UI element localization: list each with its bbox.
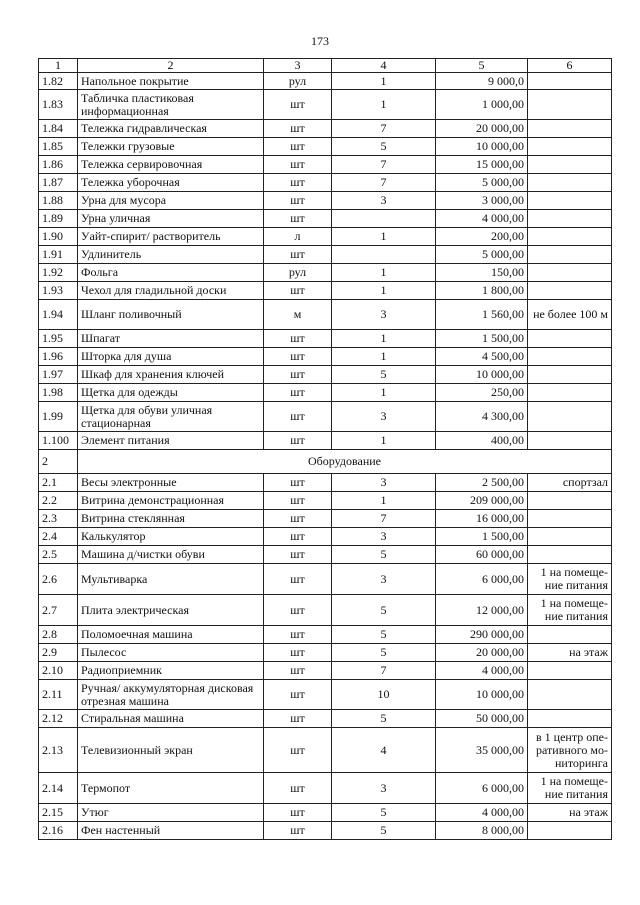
note-cell	[528, 210, 612, 228]
quantity-cell: 5	[332, 546, 436, 564]
price-cell: 10 000,00	[436, 366, 528, 384]
price-cell: 15 000,00	[436, 156, 528, 174]
unit-cell: шт	[264, 474, 332, 492]
row-number-cell: 2.7	[39, 595, 78, 626]
header-cell: 4	[332, 59, 436, 73]
item-name-cell: Урна уличная	[78, 210, 264, 228]
price-cell: 200,00	[436, 228, 528, 246]
quantity-cell: 1	[332, 90, 436, 120]
item-name-cell: Тележка гидравлическая	[78, 120, 264, 138]
item-name-cell: Телевизионный экран	[78, 728, 264, 773]
table-row	[39, 73, 612, 90]
header-cell: 1	[39, 59, 78, 73]
item-name-cell: Весы электронные	[78, 474, 264, 492]
note-cell: 1 на помеще- ние питания	[528, 773, 612, 804]
quantity-cell: 1	[332, 228, 436, 246]
note-cell	[528, 228, 612, 246]
unit-cell: шт	[264, 402, 332, 432]
item-name-cell: Щетка для обуви уличная стационарная	[78, 402, 264, 432]
row-number-cell: 2.16	[39, 822, 78, 840]
unit-cell: шт	[264, 492, 332, 510]
item-name-cell: Удлинитель	[78, 246, 264, 264]
unit-cell: м	[264, 300, 332, 330]
row-number-cell: 1.86	[39, 156, 78, 174]
row-number-cell: 2.6	[39, 564, 78, 595]
quantity-cell: 1	[332, 432, 436, 450]
note-cell	[528, 626, 612, 644]
item-name-cell: Шкаф для хранения ключей	[78, 366, 264, 384]
item-name-cell: Калькулятор	[78, 528, 264, 546]
unit-cell: шт	[264, 120, 332, 138]
item-name-cell: Машина д/чистки обуви	[78, 546, 264, 564]
item-name-cell: Шпагат	[78, 330, 264, 348]
table-row	[39, 546, 612, 564]
unit-cell: шт	[264, 680, 332, 710]
quantity-cell: 3	[332, 564, 436, 595]
price-cell: 3 000,00	[436, 192, 528, 210]
row-number-cell: 2.12	[39, 710, 78, 728]
note-cell	[528, 546, 612, 564]
price-cell: 10 000,00	[436, 138, 528, 156]
quantity-cell: 1	[332, 330, 436, 348]
note-cell	[528, 138, 612, 156]
price-cell: 4 300,00	[436, 402, 528, 432]
table-header-row	[39, 59, 612, 73]
price-cell: 6 000,00	[436, 564, 528, 595]
price-cell: 250,00	[436, 384, 528, 402]
note-cell	[528, 680, 612, 710]
item-name-cell: Фольга	[78, 264, 264, 282]
unit-cell: рул	[264, 73, 332, 90]
price-cell: 400,00	[436, 432, 528, 450]
table-row	[39, 192, 612, 210]
quantity-cell: 3	[332, 402, 436, 432]
table-row	[39, 90, 612, 120]
table-row	[39, 366, 612, 384]
price-cell: 8 000,00	[436, 822, 528, 840]
quantity-cell: 7	[332, 510, 436, 528]
table-row	[39, 644, 612, 662]
table-row	[39, 728, 612, 773]
row-number-cell: 2.3	[39, 510, 78, 528]
table-row	[39, 680, 612, 710]
table-row	[39, 282, 612, 300]
price-cell: 150,00	[436, 264, 528, 282]
unit-cell: шт	[264, 626, 332, 644]
price-cell: 5 000,00	[436, 174, 528, 192]
quantity-cell: 5	[332, 710, 436, 728]
note-cell: на этаж	[528, 804, 612, 822]
price-cell: 1 500,00	[436, 528, 528, 546]
price-cell: 9 000,0	[436, 73, 528, 90]
unit-cell: шт	[264, 384, 332, 402]
item-name-cell: Поломоечная машина	[78, 626, 264, 644]
note-cell	[528, 192, 612, 210]
table-row	[39, 773, 612, 804]
price-cell: 1 560,00	[436, 300, 528, 330]
item-name-cell: Плита электрическая	[78, 595, 264, 626]
note-cell	[528, 156, 612, 174]
unit-cell: рул	[264, 264, 332, 282]
note-cell	[528, 90, 612, 120]
table-row	[39, 246, 612, 264]
price-cell: 209 000,00	[436, 492, 528, 510]
unit-cell: шт	[264, 728, 332, 773]
item-name-cell: Уайт-спирит/ растворитель	[78, 228, 264, 246]
price-cell: 290 000,00	[436, 626, 528, 644]
unit-cell: шт	[264, 528, 332, 546]
table-row	[39, 432, 612, 450]
quantity-cell: 1	[332, 384, 436, 402]
row-number-cell: 1.90	[39, 228, 78, 246]
item-name-cell: Тележки грузовые	[78, 138, 264, 156]
row-number-cell: 1.88	[39, 192, 78, 210]
quantity-cell: 5	[332, 822, 436, 840]
price-cell: 1 800,00	[436, 282, 528, 300]
unit-cell: шт	[264, 595, 332, 626]
price-cell: 12 000,00	[436, 595, 528, 626]
unit-cell: шт	[264, 510, 332, 528]
row-number-cell: 2.9	[39, 644, 78, 662]
item-name-cell: Табличка пластиковая информационная	[78, 90, 264, 120]
row-number-cell: 1.97	[39, 366, 78, 384]
unit-cell: шт	[264, 156, 332, 174]
row-number-cell: 2.2	[39, 492, 78, 510]
note-cell	[528, 282, 612, 300]
row-number-cell: 1.83	[39, 90, 78, 120]
quantity-cell: 3	[332, 773, 436, 804]
item-name-cell: Элемент питания	[78, 432, 264, 450]
item-name-cell: Ручная/ аккумуляторная дисковая отрезная машина	[78, 680, 264, 710]
row-number-cell: 1.85	[39, 138, 78, 156]
table-row	[39, 138, 612, 156]
item-name-cell: Щетка для одежды	[78, 384, 264, 402]
table-row	[39, 210, 612, 228]
unit-cell: шт	[264, 282, 332, 300]
price-cell: 10 000,00	[436, 680, 528, 710]
row-number-cell: 1.87	[39, 174, 78, 192]
note-cell: на этаж	[528, 644, 612, 662]
row-number-cell: 1.100	[39, 432, 78, 450]
quantity-cell: 3	[332, 300, 436, 330]
row-number-cell: 1.91	[39, 246, 78, 264]
quantity-cell: 7	[332, 156, 436, 174]
quantity-cell: 4	[332, 728, 436, 773]
quantity-cell: 5	[332, 366, 436, 384]
row-number-cell: 1.84	[39, 120, 78, 138]
quantity-cell: 1	[332, 348, 436, 366]
table-row	[39, 264, 612, 282]
note-cell	[528, 528, 612, 546]
unit-cell: шт	[264, 330, 332, 348]
price-cell: 35 000,00	[436, 728, 528, 773]
header-cell: 5	[436, 59, 528, 73]
price-cell: 16 000,00	[436, 510, 528, 528]
quantity-cell: 1	[332, 264, 436, 282]
note-cell	[528, 492, 612, 510]
header-cell: 6	[528, 59, 612, 73]
price-cell: 4 500,00	[436, 348, 528, 366]
row-number-cell: 1.82	[39, 73, 78, 90]
item-name-cell: Утюг	[78, 804, 264, 822]
row-number-cell: 2.15	[39, 804, 78, 822]
quantity-cell: 10	[332, 680, 436, 710]
table-row	[39, 174, 612, 192]
table-row	[39, 330, 612, 348]
note-cell	[528, 366, 612, 384]
item-name-cell: Мультиварка	[78, 564, 264, 595]
table-row	[39, 595, 612, 626]
unit-cell: шт	[264, 246, 332, 264]
row-number-cell: 1.89	[39, 210, 78, 228]
note-cell: спортзал	[528, 474, 612, 492]
price-cell: 1 500,00	[436, 330, 528, 348]
quantity-cell: 5	[332, 644, 436, 662]
table-row	[39, 804, 612, 822]
row-number-cell: 1.98	[39, 384, 78, 402]
quantity-cell: 5	[332, 138, 436, 156]
note-cell	[528, 822, 612, 840]
row-number-cell: 2.13	[39, 728, 78, 773]
unit-cell: шт	[264, 804, 332, 822]
note-cell	[528, 174, 612, 192]
quantity-cell: 5	[332, 626, 436, 644]
table-row	[39, 474, 612, 492]
header-cell: 2	[78, 59, 264, 73]
page-number: 173	[311, 34, 329, 48]
table-row	[39, 228, 612, 246]
table-row	[39, 156, 612, 174]
row-number-cell: 2.14	[39, 773, 78, 804]
item-name-cell: Чехол для гладильной доски	[78, 282, 264, 300]
unit-cell: шт	[264, 662, 332, 680]
table-row	[39, 564, 612, 595]
price-cell: 4 000,00	[436, 210, 528, 228]
quantity-cell	[332, 210, 436, 228]
price-cell: 6 000,00	[436, 773, 528, 804]
quantity-cell: 7	[332, 120, 436, 138]
unit-cell: шт	[264, 546, 332, 564]
item-name-cell: Тележка сервировочная	[78, 156, 264, 174]
note-cell: в 1 центр опе- ративного мо- ниторинга	[528, 728, 612, 773]
item-name-cell: Термопот	[78, 773, 264, 804]
unit-cell: шт	[264, 210, 332, 228]
quantity-cell: 5	[332, 804, 436, 822]
row-number-cell: 2.1	[39, 474, 78, 492]
item-name-cell: Шторка для душа	[78, 348, 264, 366]
price-cell: 50 000,00	[436, 710, 528, 728]
header-cell: 3	[264, 59, 332, 73]
unit-cell: шт	[264, 192, 332, 210]
price-cell: 2 500,00	[436, 474, 528, 492]
table-row	[39, 492, 612, 510]
item-name-cell: Фен настенный	[78, 822, 264, 840]
items-table	[38, 58, 612, 840]
unit-cell: шт	[264, 773, 332, 804]
section-title-cell: Оборудование	[78, 450, 612, 474]
item-name-cell: Стиральная машина	[78, 710, 264, 728]
quantity-cell: 1	[332, 492, 436, 510]
table-row	[39, 662, 612, 680]
section-row	[39, 450, 612, 474]
unit-cell: шт	[264, 174, 332, 192]
row-number-cell: 1.95	[39, 330, 78, 348]
row-number-cell: 2.11	[39, 680, 78, 710]
note-cell	[528, 330, 612, 348]
row-number-cell: 1.93	[39, 282, 78, 300]
row-number-cell: 1.94	[39, 300, 78, 330]
quantity-cell: 3	[332, 528, 436, 546]
item-name-cell: Тележка уборочная	[78, 174, 264, 192]
note-cell	[528, 510, 612, 528]
price-cell: 5 000,00	[436, 246, 528, 264]
item-name-cell: Радиоприемник	[78, 662, 264, 680]
unit-cell: шт	[264, 822, 332, 840]
table-row	[39, 384, 612, 402]
note-cell	[528, 402, 612, 432]
unit-cell: шт	[264, 138, 332, 156]
table-row	[39, 528, 612, 546]
quantity-cell: 7	[332, 174, 436, 192]
note-cell	[528, 264, 612, 282]
unit-cell: шт	[264, 366, 332, 384]
quantity-cell: 7	[332, 662, 436, 680]
item-name-cell: Витрина демонстрационная	[78, 492, 264, 510]
table-row	[39, 120, 612, 138]
table-row	[39, 626, 612, 644]
item-name-cell: Пылесос	[78, 644, 264, 662]
quantity-cell: 1	[332, 73, 436, 90]
row-number-cell: 2.10	[39, 662, 78, 680]
unit-cell: шт	[264, 348, 332, 366]
table-row	[39, 300, 612, 330]
table-row	[39, 510, 612, 528]
price-cell: 20 000,00	[436, 644, 528, 662]
quantity-cell: 5	[332, 595, 436, 626]
item-name-cell: Напольное покрытие	[78, 73, 264, 90]
table-row	[39, 402, 612, 432]
row-number-cell: 1.96	[39, 348, 78, 366]
price-cell: 60 000,00	[436, 546, 528, 564]
table-row	[39, 822, 612, 840]
unit-cell: л	[264, 228, 332, 246]
unit-cell: шт	[264, 564, 332, 595]
quantity-cell: 3	[332, 192, 436, 210]
row-number-cell: 2.8	[39, 626, 78, 644]
item-name-cell: Урна для мусора	[78, 192, 264, 210]
price-cell: 4 000,00	[436, 662, 528, 680]
row-number-cell: 2.4	[39, 528, 78, 546]
table-row	[39, 710, 612, 728]
note-cell	[528, 73, 612, 90]
price-cell: 4 000,00	[436, 804, 528, 822]
quantity-cell: 3	[332, 474, 436, 492]
note-cell: 1 на помеще- ние питания	[528, 595, 612, 626]
note-cell	[528, 710, 612, 728]
unit-cell: шт	[264, 644, 332, 662]
section-number-cell: 2	[39, 450, 78, 474]
note-cell: не более 100 м	[528, 300, 612, 330]
quantity-cell: 1	[332, 282, 436, 300]
row-number-cell: 2.5	[39, 546, 78, 564]
note-cell	[528, 662, 612, 680]
note-cell: 1 на помеще- ние питания	[528, 564, 612, 595]
note-cell	[528, 246, 612, 264]
row-number-cell: 1.92	[39, 264, 78, 282]
note-cell	[528, 120, 612, 138]
note-cell	[528, 384, 612, 402]
price-cell: 1 000,00	[436, 90, 528, 120]
price-cell: 20 000,00	[436, 120, 528, 138]
note-cell	[528, 432, 612, 450]
row-number-cell: 1.99	[39, 402, 78, 432]
unit-cell: шт	[264, 90, 332, 120]
item-name-cell: Витрина стеклянная	[78, 510, 264, 528]
quantity-cell	[332, 246, 436, 264]
unit-cell: шт	[264, 710, 332, 728]
table-row	[39, 348, 612, 366]
item-name-cell: Шланг поливочный	[78, 300, 264, 330]
unit-cell: шт	[264, 432, 332, 450]
note-cell	[528, 348, 612, 366]
